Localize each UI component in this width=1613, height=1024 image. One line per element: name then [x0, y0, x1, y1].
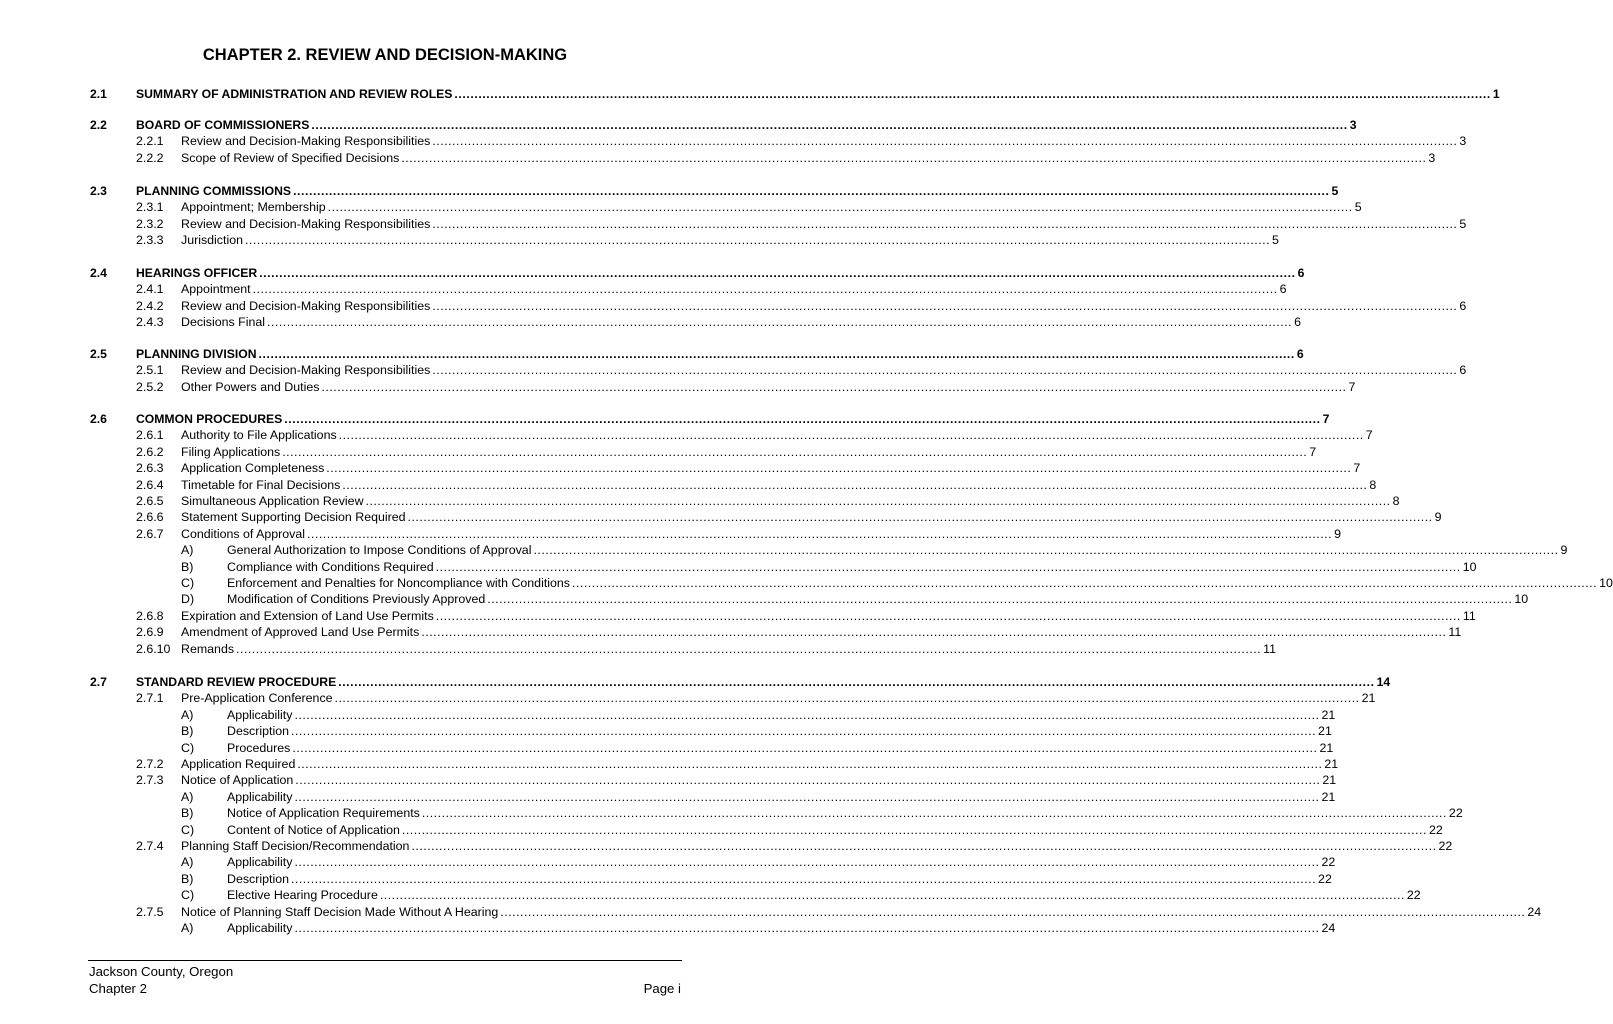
entry-page-number: 7 [1348, 379, 1356, 394]
subsection-number: 2.7.2 [136, 757, 164, 771]
entry-title: Notice of Application [181, 773, 294, 788]
leader-dots: .................................................................................................................................................................................................................................................................... [267, 315, 1293, 330]
toc-subsection-entry[interactable] [181, 608, 1476, 624]
section-page-number: 3 [1349, 118, 1357, 132]
toc-subitem-entry[interactable] [227, 591, 1529, 607]
toc-subitem-entry[interactable] [227, 822, 1443, 838]
section-title: PLANNING DIVISION [136, 347, 257, 361]
toc-subsection-entry[interactable] [181, 477, 1377, 493]
entry-title: Review and Decision-Making Responsibilities [181, 363, 431, 378]
footer-page-number: Page i [643, 981, 681, 996]
entry-page-number: 21 [1318, 724, 1332, 739]
leader-dots: .................................................................................................................................................................................................................................................................... [326, 461, 1352, 476]
toc-subitem-entry[interactable] [227, 723, 1332, 739]
entry-page-number: 22 [1428, 822, 1443, 837]
entry-title: Authority to File Applications [181, 428, 337, 443]
subsection-number: 2.2.2 [136, 150, 164, 165]
subsection-number: 2.4.1 [136, 282, 164, 297]
leader-dots: .................................................................................................................................................................................................................................................................... [236, 641, 1262, 656]
leader-dots: .................................................................................................................................................................................................................................................................... [432, 216, 1458, 231]
leader-dots: .................................................................................................................................................................................................................................................................... [379, 888, 1405, 903]
toc-section-entry[interactable] [136, 411, 1330, 427]
entry-page-number: 6 [1279, 282, 1287, 297]
section-page-number: 6 [1297, 266, 1305, 280]
leader-dots: .................................................................................................................................................................................................................................................................... [421, 625, 1447, 640]
leader-dots: .................................................................................................................................................................................................................................................................... [572, 576, 1598, 590]
toc-subitem-entry[interactable] [227, 920, 1336, 936]
subsection-number: 2.2.1 [136, 134, 164, 149]
leader-dots: .................................................................................................................................................................................................................................................................... [533, 543, 1559, 558]
entry-title: General Authorization to Impose Conditions of Approval [227, 543, 532, 558]
entry-title: Scope of Review of Specified Decisions [181, 150, 400, 165]
leader-dots: .................................................................................................................................................................................................................................................................... [307, 526, 1333, 541]
entry-title: Content of Notice of Application [227, 822, 400, 837]
subsection-number: 2.7.5 [136, 904, 164, 919]
leader-dots: .................................................................................................................................................................................................................................................................... [282, 444, 1308, 459]
subitem-letter: B) [181, 871, 194, 886]
subitem-letter: B) [181, 559, 194, 574]
toc-section-entry[interactable] [136, 117, 1357, 133]
toc-subsection-entry[interactable] [181, 379, 1356, 395]
entry-page-number: 22 [1448, 806, 1463, 821]
entry-page-number: 9 [1334, 526, 1341, 541]
entry-title: Description [227, 724, 289, 739]
entry-title: Conditions of Approval [181, 526, 305, 541]
toc-subsection-entry[interactable] [181, 362, 1467, 378]
entry-page-number: 11 [1263, 641, 1276, 656]
leader-dots: .................................................................................................................................................................................................................................................................... [407, 510, 1433, 525]
entry-title: Appointment [181, 282, 251, 297]
toc-subitem-entry[interactable] [227, 887, 1421, 903]
toc-subsection-entry[interactable] [181, 624, 1462, 640]
entry-title: Enforcement and Penalties for Noncompliance with Conditions [227, 576, 570, 590]
subsection-number: 2.6.2 [136, 444, 164, 459]
section-title: BOARD OF COMMISSIONERS [136, 118, 310, 132]
entry-title: Filing Applications [181, 444, 281, 459]
toc-subitem-entry[interactable] [227, 740, 1334, 756]
toc-subitem-entry[interactable] [227, 871, 1332, 887]
toc-subitem-entry[interactable] [227, 559, 1477, 575]
subsection-number: 2.3.1 [136, 200, 164, 215]
entry-page-number: 21 [1321, 707, 1336, 722]
entry-page-number: 22 [1438, 839, 1453, 853]
leader-dots: .................................................................................................................................................................................................................................................................... [259, 266, 1296, 280]
toc-section-entry[interactable] [136, 86, 1500, 102]
entry-title: Applicability [227, 855, 293, 870]
toc-subsection-entry[interactable] [181, 133, 1467, 149]
section-page-number: 5 [1331, 184, 1339, 198]
section-title: PLANNING COMMISSIONS [136, 184, 292, 198]
toc-subsection-entry[interactable] [181, 199, 1362, 215]
subsection-number: 2.7.1 [136, 691, 164, 706]
leader-dots: .................................................................................................................................................................................................................................................................... [294, 855, 1320, 870]
subitem-letter: A) [181, 855, 194, 870]
subsection-number: 2.6.3 [136, 461, 164, 476]
subitem-letter: A) [181, 921, 194, 935]
toc-subitem-entry[interactable] [227, 542, 1568, 558]
leader-dots: .................................................................................................................................................................................................................................................................... [293, 184, 1330, 198]
section-number: 2.7 [90, 675, 107, 689]
toc-subsection-entry[interactable] [181, 493, 1400, 509]
entry-title: Description [227, 871, 289, 886]
entry-page-number: 10 [1599, 576, 1613, 590]
subsection-number: 2.3.3 [136, 233, 164, 248]
subsection-number: 2.7.3 [136, 773, 164, 788]
subsection-number: 2.6.6 [136, 510, 164, 525]
entry-page-number: 8 [1369, 477, 1377, 492]
footer-chapter: Chapter 2 [89, 981, 147, 996]
entry-title: Review and Decision-Making Responsibilities [181, 298, 431, 313]
entry-page-number: 22 [1406, 888, 1421, 903]
entry-page-number: 9 [1560, 543, 1568, 558]
leader-dots: .................................................................................................................................................................................................................................................................... [311, 118, 1348, 132]
leader-dots: .................................................................................................................................................................................................................................................................... [258, 347, 1295, 361]
toc-section-entry[interactable] [136, 346, 1304, 362]
toc-subsection-entry[interactable] [181, 526, 1341, 542]
entry-page-number: 10 [1514, 592, 1529, 607]
toc-subsection-entry[interactable] [181, 772, 1337, 788]
entry-title: Simultaneous Application Review [181, 494, 364, 508]
leader-dots: .................................................................................................................................................................................................................................................................... [284, 412, 1321, 426]
entry-page-number: 7 [1309, 444, 1317, 459]
toc-subsection-entry[interactable] [181, 298, 1467, 314]
entry-page-number: 6 [1459, 363, 1467, 378]
leader-dots: .................................................................................................................................................................................................................................................................... [432, 298, 1458, 313]
toc-subitem-entry[interactable] [227, 707, 1336, 723]
entry-page-number: 21 [1361, 691, 1376, 706]
leader-dots: .................................................................................................................................................................................................................................................................... [294, 707, 1320, 722]
leader-dots: .................................................................................................................................................................................................................................................................... [411, 839, 1437, 853]
leader-dots: .................................................................................................................................................................................................................................................................... [295, 773, 1321, 788]
leader-dots: .................................................................................................................................................................................................................................................................... [294, 789, 1320, 804]
leader-dots: .................................................................................................................................................................................................................................................................... [294, 921, 1320, 935]
subsection-number: 2.6.8 [136, 608, 164, 623]
subsection-number: 2.6.4 [136, 477, 164, 492]
section-number: 2.4 [90, 266, 107, 280]
entry-title: Compliance with Conditions Required [227, 559, 434, 574]
entry-title: Other Powers and Duties [181, 379, 320, 394]
toc-subsection-entry[interactable] [181, 904, 1542, 920]
leader-dots: .................................................................................................................................................................................................................................................................... [290, 724, 1317, 739]
subsection-number: 2.5.2 [136, 379, 164, 394]
entry-page-number: 5 [1459, 216, 1467, 231]
toc-subsection-entry[interactable] [181, 150, 1436, 166]
leader-dots: .................................................................................................................................................................................................................................................................... [432, 363, 1458, 378]
subitem-letter: C) [181, 740, 195, 755]
page-title: CHAPTER 2. REVIEW AND DECISION-MAKING [202, 46, 568, 64]
entry-title: Applicability [227, 789, 293, 804]
entry-page-number: 5 [1354, 200, 1362, 215]
toc-subsection-entry[interactable] [181, 690, 1376, 706]
entry-title: Amendment of Approved Land Use Permits [181, 625, 420, 640]
entry-page-number: 7 [1353, 461, 1361, 476]
subsection-number: 2.6.1 [136, 428, 164, 443]
entry-page-number: 24 [1527, 904, 1542, 919]
leader-dots: .................................................................................................................................................................................................................................................................... [421, 806, 1447, 821]
leader-dots: .................................................................................................................................................................................................................................................................... [334, 691, 1360, 706]
entry-title: Notice of Planning Staff Decision Made Without A Hearing [181, 904, 499, 919]
section-page-number: 6 [1296, 347, 1304, 361]
toc-subitem-entry[interactable] [227, 575, 1613, 591]
leader-dots: .................................................................................................................................................................................................................................................................... [365, 494, 1391, 508]
subitem-letter: B) [181, 806, 194, 821]
leader-dots: .................................................................................................................................................................................................................................................................... [327, 200, 1353, 215]
leader-dots: .................................................................................................................................................................................................................................................................... [500, 904, 1526, 919]
toc-subsection-entry[interactable] [181, 641, 1276, 657]
footer-publisher: Jackson County, Oregon [89, 964, 234, 979]
subitem-letter: A) [181, 707, 194, 722]
entry-title: Planning Staff Decision/Recommendation [181, 839, 410, 853]
toc-subsection-entry[interactable] [181, 216, 1467, 232]
leader-dots: .................................................................................................................................................................................................................................................................... [338, 675, 1375, 689]
entry-page-number: 11 [1462, 608, 1476, 623]
entry-page-number: 7 [1365, 428, 1373, 443]
subsection-number: 2.5.1 [136, 363, 164, 378]
entry-page-number: 21 [1319, 740, 1334, 755]
leader-dots: .................................................................................................................................................................................................................................................................... [401, 822, 1427, 837]
section-number: 2.2 [90, 118, 107, 132]
leader-dots: .................................................................................................................................................................................................................................................................... [338, 428, 1364, 443]
footer-divider [88, 960, 682, 961]
subsection-number: 2.6.5 [136, 494, 164, 508]
subitem-letter: D) [181, 592, 195, 607]
entry-title: Jurisdiction [181, 233, 243, 248]
subsection-number: 2.6.7 [136, 526, 164, 541]
entry-title: Review and Decision-Making Responsibilities [181, 134, 431, 149]
subitem-letter: C) [181, 576, 195, 590]
subsection-number: 2.4.3 [136, 315, 164, 330]
subitem-letter: C) [181, 888, 195, 903]
entry-page-number: 8 [1392, 494, 1400, 508]
section-number: 2.5 [90, 347, 107, 361]
leader-dots: .................................................................................................................................................................................................................................................................... [435, 559, 1461, 574]
leader-dots: .................................................................................................................................................................................................................................................................... [297, 757, 1323, 771]
entry-title: Elective Hearing Procedure [227, 888, 378, 903]
toc-section-entry[interactable] [136, 674, 1391, 690]
subitem-letter: A) [181, 543, 194, 558]
section-number: 2.6 [90, 412, 107, 426]
section-title: SUMMARY OF ADMINISTRATION AND REVIEW ROLES [136, 87, 453, 101]
toc-subsection-entry[interactable] [181, 444, 1317, 460]
entry-page-number: 21 [1321, 789, 1336, 804]
toc-subsection-entry[interactable] [181, 838, 1453, 854]
entry-title: Notice of Application Requirements [227, 806, 420, 821]
toc-section-entry[interactable] [136, 183, 1339, 199]
entry-title: Pre-Application Conference [181, 691, 333, 706]
entry-page-number: 21 [1324, 757, 1339, 771]
entry-title: Decisions Final [181, 315, 266, 330]
entry-page-number: 24 [1321, 921, 1336, 935]
section-page-number: 1 [1492, 87, 1500, 101]
leader-dots: .................................................................................................................................................................................................................................................................... [487, 592, 1513, 607]
subsection-number: 2.7.4 [136, 839, 164, 853]
entry-page-number: 22 [1318, 871, 1332, 886]
entry-title: Application Required [181, 757, 296, 771]
entry-title: Applicability [227, 707, 293, 722]
leader-dots: .................................................................................................................................................................................................................................................................... [244, 233, 1271, 248]
entry-page-number: 3 [1428, 150, 1436, 165]
section-title: COMMON PROCEDURES [136, 412, 283, 426]
leader-dots: .................................................................................................................................................................................................................................................................... [321, 379, 1347, 394]
subitem-letter: C) [181, 822, 195, 837]
entry-title: Expiration and Extension of Land Use Permits [181, 608, 434, 623]
entry-title: Modification of Conditions Previously Approved [227, 592, 486, 607]
entry-page-number: 6 [1459, 298, 1467, 313]
entry-title: Remands [181, 641, 235, 656]
subitem-letter: A) [181, 789, 194, 804]
toc-subsection-entry[interactable] [181, 756, 1339, 772]
subsection-number: 2.4.2 [136, 298, 164, 313]
section-title: STANDARD REVIEW PROCEDURE [136, 675, 337, 689]
toc-subitem-entry[interactable] [227, 854, 1336, 870]
entry-page-number: 9 [1434, 510, 1442, 525]
toc-subitem-entry[interactable] [227, 789, 1336, 805]
entry-title: Appointment; Membership [181, 200, 326, 215]
entry-page-number: 11 [1448, 625, 1462, 640]
toc-subsection-entry[interactable] [181, 509, 1442, 525]
leader-dots: .................................................................................................................................................................................................................................................................... [292, 740, 1318, 755]
entry-title: Review and Decision-Making Responsibilities [181, 216, 431, 231]
entry-page-number: 5 [1272, 233, 1279, 248]
entry-page-number: 21 [1322, 773, 1337, 788]
section-page-number: 14 [1376, 675, 1391, 689]
section-number: 2.3 [90, 184, 107, 198]
entry-title: Statement Supporting Decision Required [181, 510, 406, 525]
leader-dots: .................................................................................................................................................................................................................................................................... [252, 282, 1278, 297]
subitem-letter: B) [181, 724, 194, 739]
leader-dots: .................................................................................................................................................................................................................................................................... [290, 871, 1317, 886]
leader-dots: .................................................................................................................................................................................................................................................................... [401, 150, 1427, 165]
toc-subsection-entry[interactable] [181, 314, 1301, 330]
subsection-number: 2.6.9 [136, 625, 164, 640]
entry-page-number: 22 [1321, 855, 1336, 870]
entry-title: Applicability [227, 921, 293, 935]
entry-title: Timetable for Final Decisions [181, 477, 341, 492]
entry-page-number: 3 [1459, 134, 1467, 149]
entry-page-number: 6 [1294, 315, 1301, 330]
toc-subsection-entry[interactable] [181, 427, 1373, 443]
entry-page-number: 10 [1462, 559, 1477, 574]
toc-subsection-entry[interactable] [181, 232, 1279, 248]
leader-dots: .................................................................................................................................................................................................................................................................... [454, 87, 1491, 101]
entry-title: Application Completeness [181, 461, 325, 476]
subsection-number: 2.3.2 [136, 216, 164, 231]
entry-title: Procedures [227, 740, 291, 755]
subsection-number: 2.6.10 [136, 641, 171, 656]
leader-dots: .................................................................................................................................................................................................................................................................... [432, 134, 1458, 149]
leader-dots: .................................................................................................................................................................................................................................................................... [435, 608, 1461, 623]
toc-subsection-entry[interactable] [181, 460, 1361, 476]
section-number: 2.1 [90, 87, 107, 101]
toc-section-entry[interactable] [136, 265, 1305, 281]
toc-subsection-entry[interactable] [181, 281, 1287, 297]
leader-dots: .................................................................................................................................................................................................................................................................... [342, 477, 1368, 492]
section-title: HEARINGS OFFICER [136, 266, 258, 280]
toc-subitem-entry[interactable] [227, 805, 1463, 821]
section-page-number: 7 [1322, 412, 1330, 426]
